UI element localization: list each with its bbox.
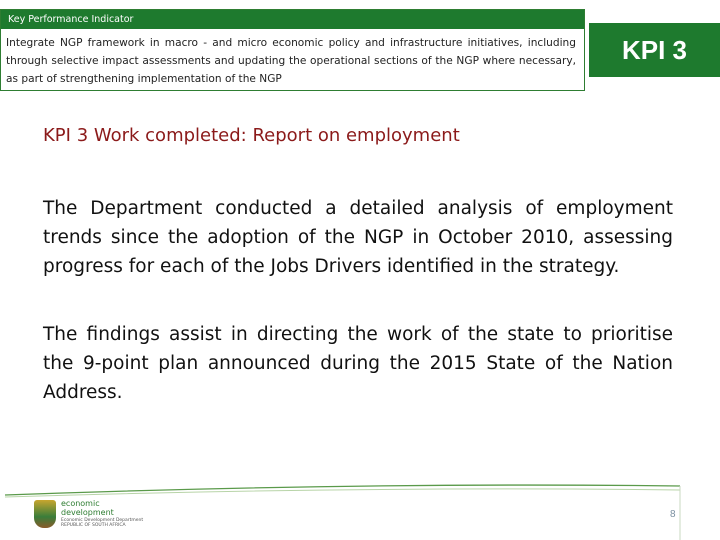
paragraph-findings: The findings assist in directing the work of the state to prioritise the 9-point plan announced during the 2015 State of the Nation Address. xyxy=(43,324,673,403)
paragraph-analysis: The Department conducted a detailed analysis of employment trends since the adoption of the NGP in October 2010, assessing progress for each of the Jobs Drivers identified in the strategy. xyxy=(43,198,673,277)
kpi-tag: KPI 3 xyxy=(589,23,720,77)
section-heading: KPI 3 Work completed: Report on employment xyxy=(43,125,460,146)
logo-subtitle: Economic Development Department REPUBLIC OF SOUTH AFRICA xyxy=(61,518,144,528)
kpi-box-header: Key Performance Indicator xyxy=(1,10,584,29)
page-number: 8 xyxy=(670,509,676,520)
kpi-definition-box xyxy=(0,9,585,91)
department-logo xyxy=(34,496,164,534)
coat-of-arms-icon xyxy=(34,500,56,528)
kpi-description: Integrate NGP framework in macro - and micro economic policy and infrastructure initiatives, including through selective impact assessments and updating the operational sections of the NGP where necessary, as part of strengthening implementation of the NGP xyxy=(6,37,576,85)
logo-title: economic development xyxy=(61,499,114,517)
